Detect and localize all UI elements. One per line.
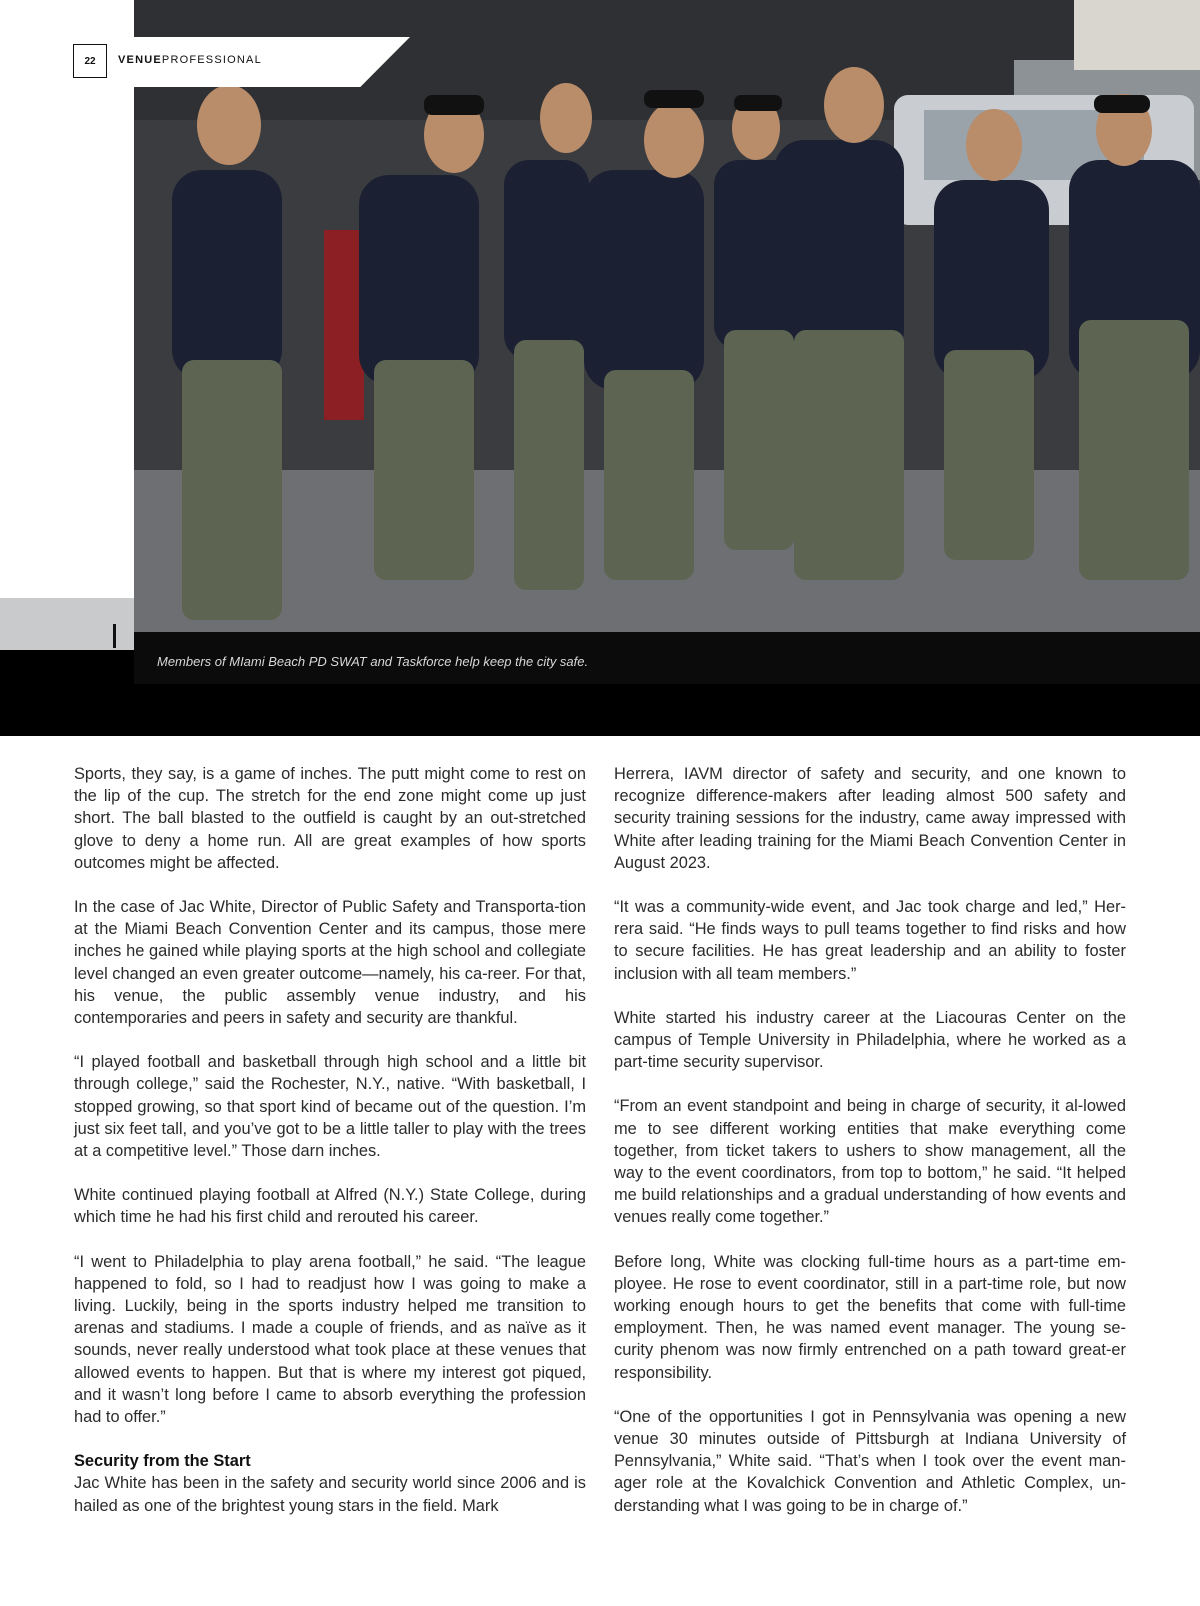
feature-photo bbox=[134, 0, 1200, 632]
paragraph: White continued playing football at Alfred (N.Y.) State College, during which time he had his first child and rerouted his career. bbox=[74, 1186, 586, 1227]
subheading: Security from the Start bbox=[74, 1452, 251, 1471]
article-column-right bbox=[614, 763, 1126, 1539]
magazine-brand bbox=[118, 54, 262, 66]
brand-bold: VENUE bbox=[118, 54, 162, 66]
divider-tick bbox=[113, 624, 116, 648]
paragraph: “One of the opportunities I got in Pennsylvania was opening a new venue 30 minutes outside of Pittsburgh at Indiana University of Pennsylvania,” White said. “That’s when I took over the event man-ager role at the Kovalchick Convention and Athletic Complex, un-derstanding what I was going to be in charge of.” bbox=[614, 1407, 1126, 1515]
page-number: 22 bbox=[73, 44, 107, 78]
paragraph: White started his industry career at the Liacouras Center on the campus of Temple University in Philadelphia, where he worked as a part-time security supervisor. bbox=[614, 1008, 1126, 1072]
paragraph: “I played football and basketball through high school and a little bit through college,” said the Rochester, N.Y., native. “With basketball, I stopped growing, so that sport kind of became out of the question. I’m just six feet tall, and you’ve got to be a little taller to play with the trees at a competitive level.” Those darn inches. bbox=[74, 1053, 586, 1161]
photo-caption: Members of MIami Beach PD SWAT and Taskforce help keep the city safe. bbox=[157, 654, 589, 669]
paragraph: Herrera, IAVM director of safety and security, and one known to recognize difference-makers after leading almost 500 safety and security training sessions for the industry, came away impressed with White after leading training for the Miami Beach Convention Center in August 2023. bbox=[614, 765, 1126, 872]
paragraph: Jac White has been in the safety and security world since 2006 and is hailed as one of the brightest young stars in the field. Mark bbox=[74, 1474, 586, 1515]
paragraph: “It was a community-wide event, and Jac took charge and led,” Her-rera said. “He finds ways to pull teams together to find risks and how to secure facilities. He has great leadership and an ability to foster inclusion with all team members.” bbox=[614, 898, 1126, 983]
paragraph: In the case of Jac White, Director of Public Safety and Transporta-tion at the Miami Beach Convention Center and its campus, those mere inches he gained while playing sports at the high school and collegiate level changed an even greater outcome—namely, his ca-reer. For that, his venue, the public assembly venue industry, and his contemporaries and peers in safety and security are thankful. bbox=[74, 898, 586, 1028]
article-column-left bbox=[74, 763, 586, 1539]
paragraph: Sports, they say, is a game of inches. The putt might come to rest on the lip of the cup. The stretch for the end zone might come up just short. The ball blasted to the outfield is caught by an out-stretched glove to deny a home run. All are great examples of how sports outcomes might be affected. bbox=[74, 765, 586, 872]
swat-team-photo-illustration bbox=[134, 0, 1200, 632]
paragraph: “From an event standpoint and being in charge of security, it al-lowed me to see different working entities that make everything come together, from ticket takers to ushers to show management, all the way to the event coordinators, from top to bottom,” he said. “It helped me build relationships and a gradual understanding of how events and venues really come together.” bbox=[614, 1097, 1126, 1227]
paragraph: Before long, White was clocking full-time hours as a part-time em-ployee. He rose to event coordinator, still in a part-time role, but now working enough hours to get the benefits that come with full-time employment. Then, he was named event manager. The young se-curity phenom was now firmly entrenched on a path toward great-er responsibility. bbox=[614, 1252, 1126, 1382]
paragraph: “I went to Philadelphia to play arena football,” he said. “The league happened to fold, so I had to readjust how I was going to make a living. Luckily, being in the sports industry helped me transition to arenas and stadiums. I made a couple of friends, and as naïve as it sounds, never really understood what took place at these venues that allowed events to happen. But that is where my interest got piqued, and it wasn’t long before I came to absorb everything the profession had to offer.” bbox=[74, 1252, 586, 1427]
brand-light: PROFESSIONAL bbox=[161, 54, 262, 66]
